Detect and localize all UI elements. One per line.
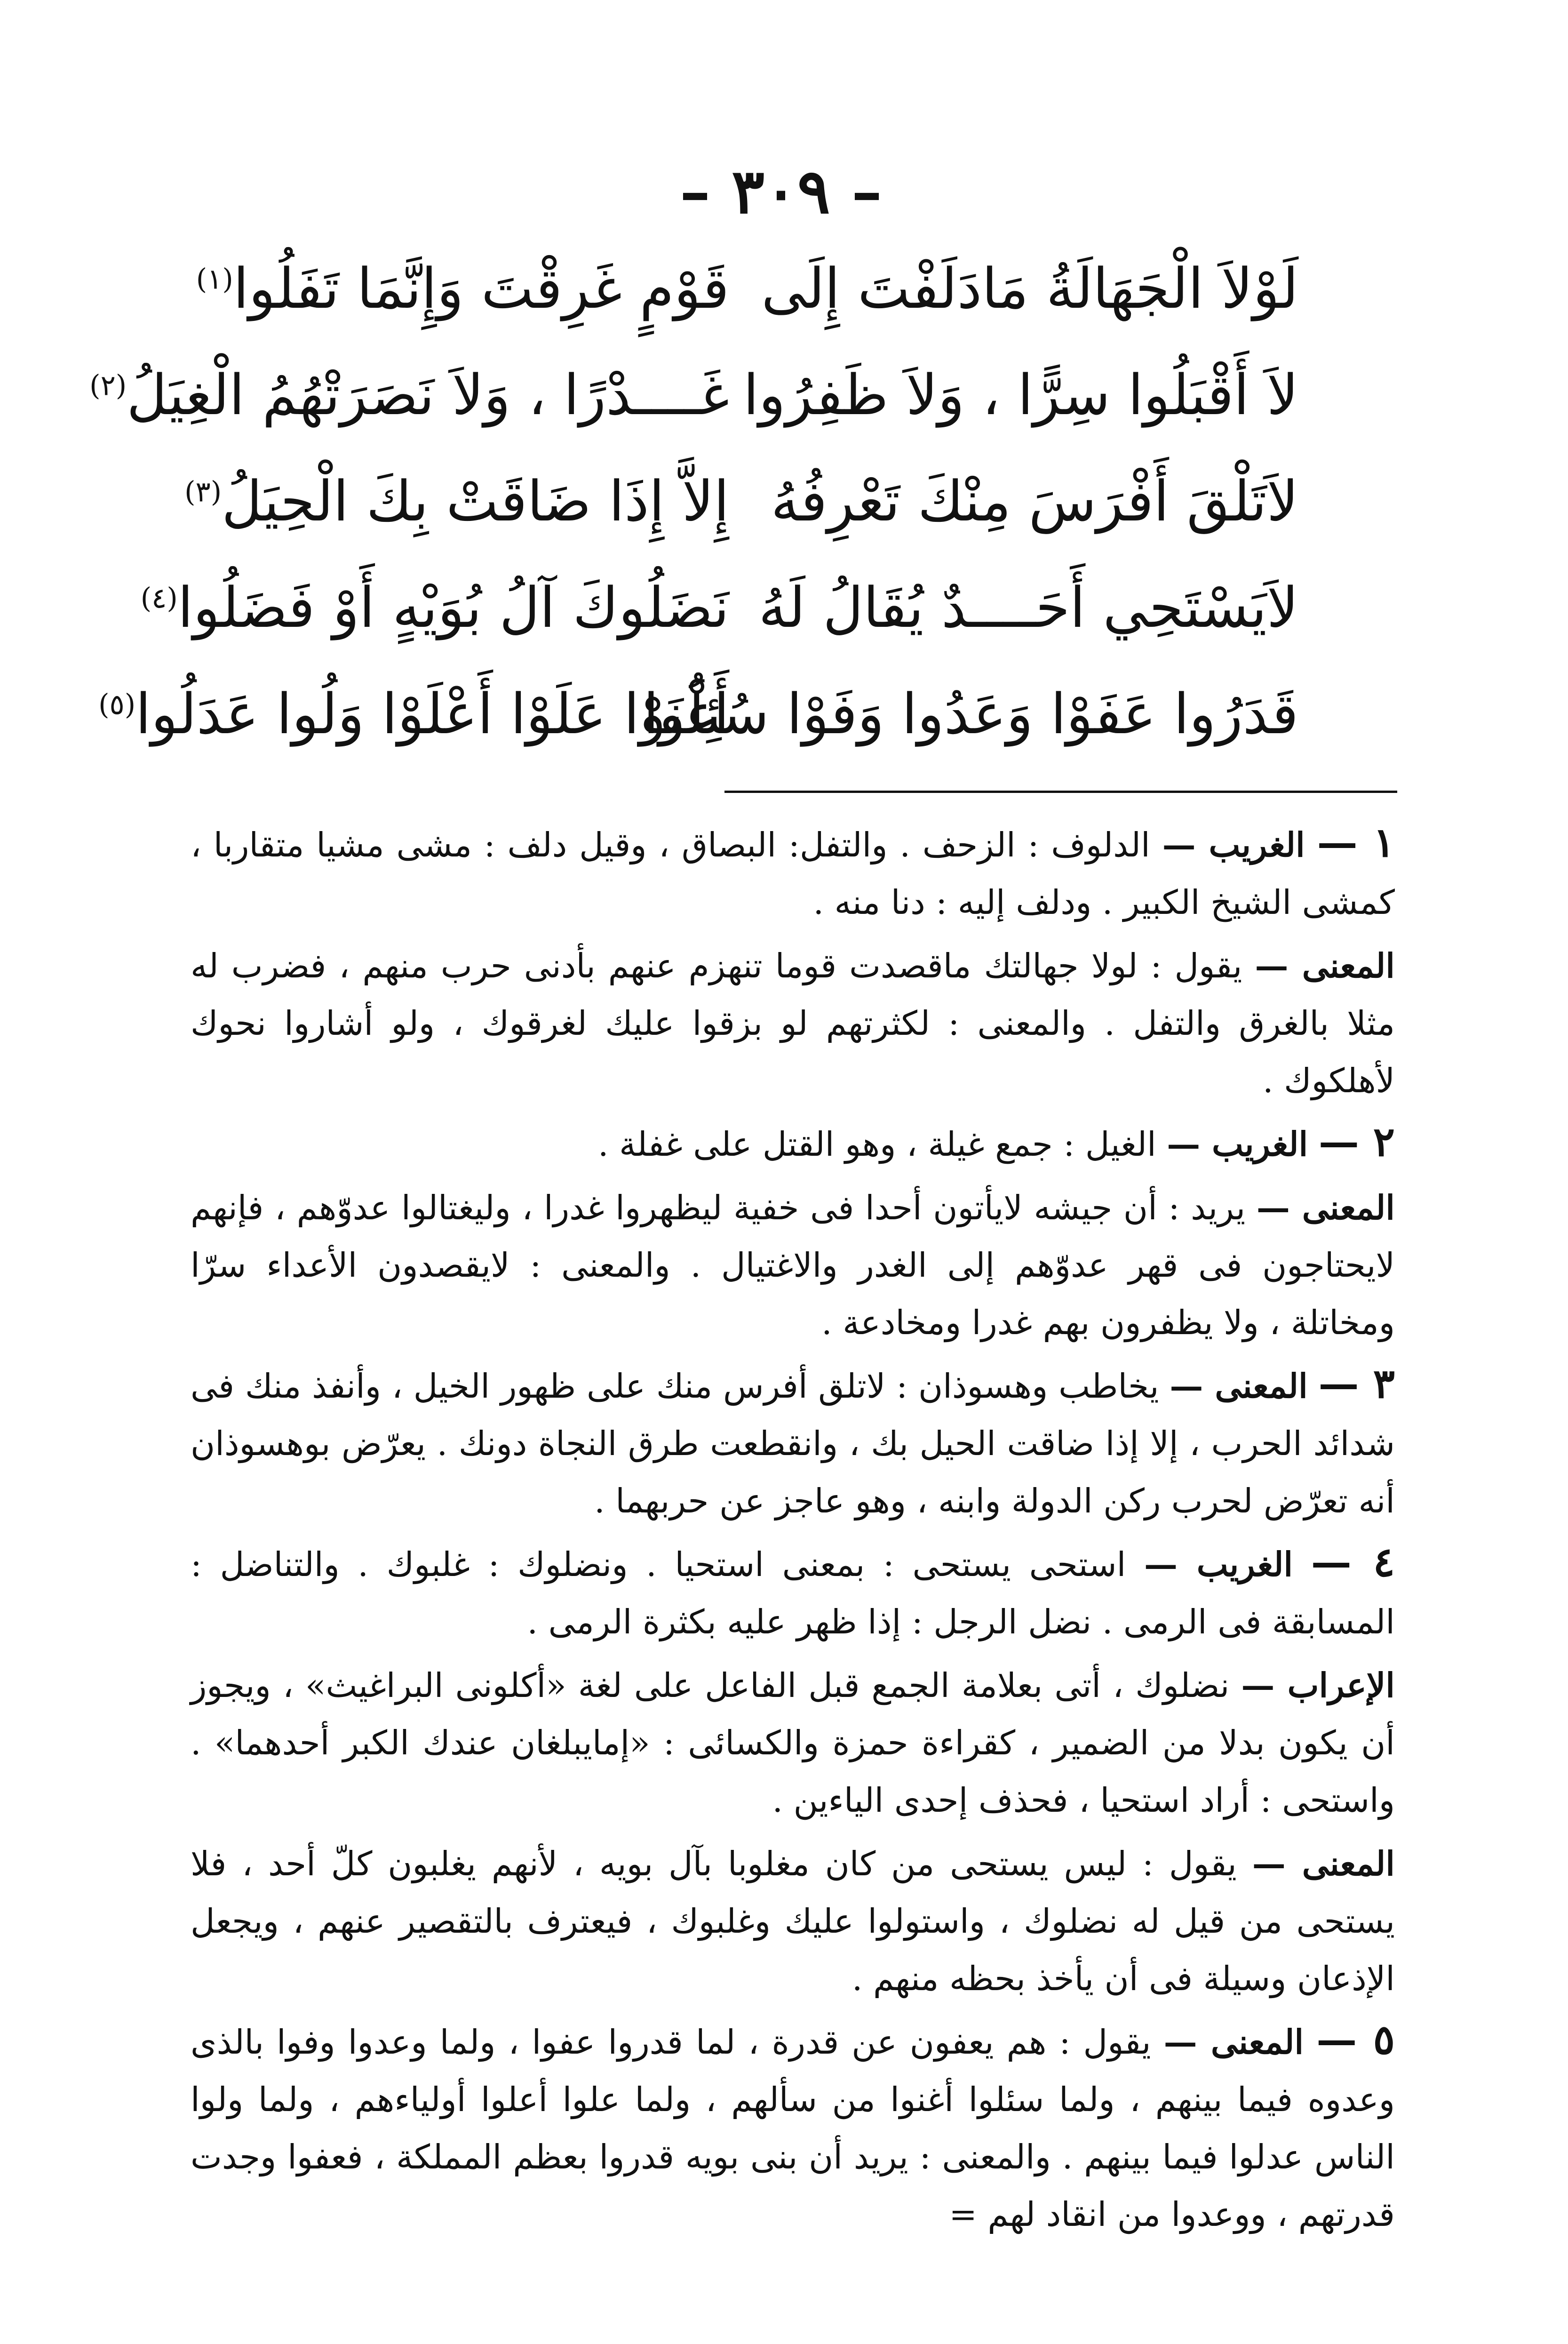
note-text: الدلوف : الزحف . والتفل: البصاق ، وقيل دلف : مشى مشيا متقاربا ، كمشى الشيخ الكبير . ودلف إليه : دنا منه .: [191, 825, 1395, 922]
note-text: يقول : ليس يستحى من كان مغلوبا بآل بويه ، لأنهم يغلبون كلّ أحد ، فلا يستحى من قيل له نضلوك ، واستولوا عليك وغلبوك ، فيعترف بالتقصير عنهم ، ويجعل الإذعان وسيلة فى أن يأخذ بحظه منهم .: [191, 1844, 1395, 1998]
verse-first-hemistich: لَوْلاَ الْجَهَالَةُ مَادَلَفْتَ إِلَى: [761, 256, 1298, 321]
verse-line: [98, 661, 1298, 767]
page-number: – ٣٠٩ –: [679, 155, 882, 227]
note-number: ٥ —: [1316, 2016, 1395, 2064]
verse-second-hemistich: إِلاَّ إِذَا ضَاقَتْ بِكَ الْحِيَلُ$^{(٣)}$: [184, 469, 729, 534]
verse-second-hemistich: نَضَلُوكَ آلُ بُوَيْهٍ أَوْ فَضَلُوا$^{(٤)}$: [140, 575, 729, 640]
note-paragraph: [191, 1355, 1395, 1530]
verse-first-hemistich: لاَتَلْقَ أَفْرَسَ مِنْكَ تَعْرِفُهُ: [771, 469, 1298, 534]
note-label: المعنى —: [1256, 1188, 1395, 1227]
verse-second-hemistich: قَوْمٍ غَرِقْتَ وَإِنَّمَا تَفَلُوا$^{(١)}$: [196, 256, 729, 321]
note-paragraph: [191, 1534, 1395, 1651]
footnote-marker: (١): [196, 263, 233, 296]
note-paragraph: [191, 1113, 1395, 1173]
note-label: الإعراب —: [1241, 1665, 1395, 1705]
note-text: استحى يستحى : بمعنى استحيا . ونضلوك : غلبوك . والتناضل : المسابقة فى الرمى . نضل الرجل : إذا ظهر عليه بكثرة الرمى .: [191, 1545, 1395, 1641]
note-text: يقول : لولا جهالتك ماقصدت قوما تنهزم عنهم بأدنى حرب منهم ، فضرب له مثلا بالغرق والتفل . والمعنى : لكثرتهم لو بزقوا عليك لغرقوك ، ولو أشاروا نحوك لأهلكوك .: [191, 946, 1395, 1100]
verse-first-hemistich: لاَ أَقْبَلُوا سِرًّا ، وَلاَ ظَفِرُوا: [743, 362, 1298, 427]
note-text: الغيل : جمع غيلة ، وهو القتل على غفلة .: [597, 1125, 1156, 1164]
note-number: ١ —: [1317, 819, 1395, 866]
footnote-marker: (٣): [184, 475, 222, 509]
note-label: المعنى —: [1170, 1366, 1308, 1406]
note-label: الغريب —: [1144, 1544, 1293, 1584]
note-text: نضلوك ، أتى بعلامة الجمع قبل الفاعل على لغة «أكلونى البراغيث» ، ويجوز أن يكون بدلا من الضمير ، كقراءة حمزة والكسائى : «إمايبلغان عندك الكبر أحدهما» . واستحى : أراد استحيا ، فحذف إحدى الياءين .: [191, 1666, 1395, 1820]
verse-second-hemistich: غَــــدْرًا ، وَلاَ نَصَرَتْهُمُ الْغِيَلُ$^{(٢)}$: [89, 362, 729, 427]
note-paragraph: [191, 1177, 1395, 1352]
note-paragraph: [191, 2011, 1395, 2243]
note-number: ٣ —: [1318, 1360, 1395, 1408]
note-label: الغريب —: [1162, 825, 1305, 864]
footnote-marker: (٥): [98, 688, 136, 721]
note-number: ٤ —: [1311, 1538, 1395, 1586]
verse-second-hemistich: أَغْنَوْا عَلَوْا أَعْلَوْا وَلُوا عَدَلُوا$^{(٥)}$: [98, 681, 729, 746]
footnote-marker: (٤): [140, 582, 178, 615]
note-label: المعنى —: [1252, 1844, 1395, 1883]
commentary-notes: [191, 814, 1395, 2247]
note-text: يريد : أن جيشه لايأتون أحدا فى خفية ليظهروا غدرا ، وليغتالوا عدوّهم ، فإنهم لايحتاجون فى قهر عدوّهم إلى الغدر والاغتيال . والمعنى : لايقصدون الأعداء سرّا ومخاتلة ، ولا يظفرون بهم غدرا ومخادعة .: [191, 1188, 1395, 1342]
poem-verses: [89, 235, 1298, 767]
note-label: المعنى —: [1163, 2022, 1304, 2062]
note-paragraph: [191, 814, 1395, 931]
note-paragraph: [191, 935, 1395, 1110]
note-paragraph: [191, 1655, 1395, 1829]
footnote-marker: (٢): [89, 369, 127, 402]
verse-first-hemistich: لاَيَسْتَحِي أَحَــــدٌ يُقَالُ لَهُ: [758, 575, 1298, 640]
verse-first-hemistich: قَدَرُوا عَفَوْا وَعَدُوا وَفَوْا سُئِلُوا: [643, 681, 1298, 746]
note-paragraph: [191, 1833, 1395, 2008]
note-text: يقول : هم يعفون عن قدرة ، لما قدروا عفوا ، ولما وعدوا وفوا بالذى وعدوه فيما بينهم ، ولما سئلوا أغنوا من سألهم ، ولما علوا أعلوا أولياءهم ، ولما ولوا الناس عدلوا فيما بينهم . والمعنى : يريد أن بنى بويه قدروا بعظم المملكة ، فعفوا وجدت قدرتهم ، ووعدوا من انقاد لهم =: [191, 2023, 1395, 2234]
verse-line: [89, 342, 1298, 448]
note-label: المعنى —: [1255, 946, 1395, 985]
footnote-divider: [724, 791, 1397, 793]
verse-line: [196, 235, 1298, 342]
verse-line: [184, 448, 1298, 554]
note-number: ٢ —: [1318, 1118, 1395, 1166]
note-text: يخاطب وهسوذان : لاتلق أفرس منك على ظهور الخيل ، وأنفذ منك فى شدائد الحرب ، إلا إذا ضاقت الحيل بك ، وانقطعت طرق النجاة دونك . يعرّض بوهسوذان أنه تعرّض لحرب ركن الدولة وابنه ، وهو عاجز عن حربهما .: [191, 1367, 1395, 1520]
verse-line: [140, 554, 1298, 661]
note-label: الغريب —: [1167, 1124, 1308, 1164]
